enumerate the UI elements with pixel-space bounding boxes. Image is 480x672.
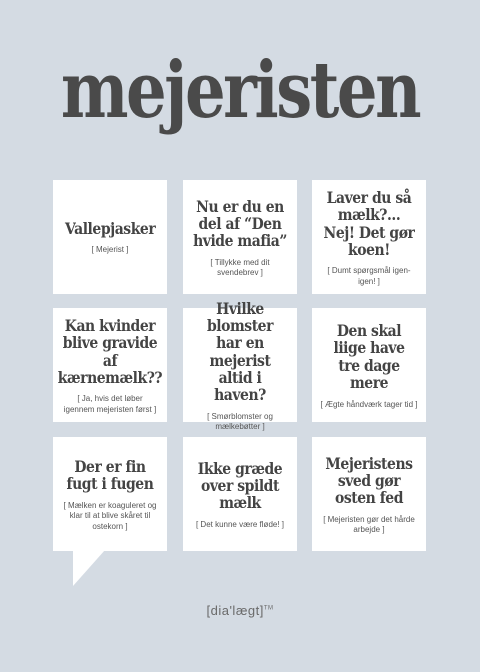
- quote-card: [183, 180, 297, 294]
- quote-card: [53, 437, 167, 551]
- quote-source: [ Mejeristen gør det hårde arbejde ]: [323, 514, 415, 535]
- quote-text: Mejeristens sved gør osten fed: [325, 453, 413, 508]
- quote-source: [ Ja, hvis det løber igennem mejeristen først ]: [63, 394, 157, 414]
- quote-text: Den skal liige have tre dage mere: [333, 321, 405, 393]
- speech-bubble-tail: [73, 550, 105, 586]
- quote-card: [312, 308, 426, 422]
- quote-card: [183, 437, 297, 551]
- quote-source: [ Tillykke med dit svendebrev ]: [210, 257, 270, 278]
- quote-source: [ Mælken er koaguleret og klar til at blive skåret til ostekorn ]: [63, 500, 157, 531]
- quote-card: [183, 298, 297, 432]
- quote-text: Hvilke blomster har en mejerist altid i haven?: [206, 298, 274, 405]
- quote-text: Laver du så mælk?... Nej! Det gør koen!: [323, 187, 415, 259]
- quote-text: Ikke græde over spildt mælk: [197, 458, 283, 513]
- quote-source: [ Dumt spørgsmål igen-igen! ]: [327, 266, 411, 286]
- quote-card: [53, 308, 167, 422]
- quote-source: [ Ægte håndværk tager tid ]: [320, 399, 418, 409]
- quote-source: [ Mejerist ]: [91, 245, 129, 255]
- poster-title: mejeristen: [60, 45, 420, 136]
- brand-logo: [0, 603, 480, 618]
- quote-text: Vallepjasker: [64, 219, 156, 239]
- quote-source: [ Det kunne være fløde! ]: [195, 519, 285, 529]
- quote-card: [53, 180, 167, 294]
- quote-source: [ Smørblomster og mælkebøtter ]: [207, 411, 273, 432]
- logo-text: [dia'lægt]: [206, 603, 264, 618]
- quote-text: Kan kvinder blive gravide af kærnemælk??: [57, 315, 163, 387]
- quote-text: Der er fin fugt i fugen: [66, 457, 154, 494]
- trademark-mark: TM: [263, 605, 274, 612]
- quote-text: Nu er du en del af “Den hvide mafia”: [193, 196, 287, 251]
- quote-card: [312, 180, 426, 294]
- quote-card: [312, 437, 426, 551]
